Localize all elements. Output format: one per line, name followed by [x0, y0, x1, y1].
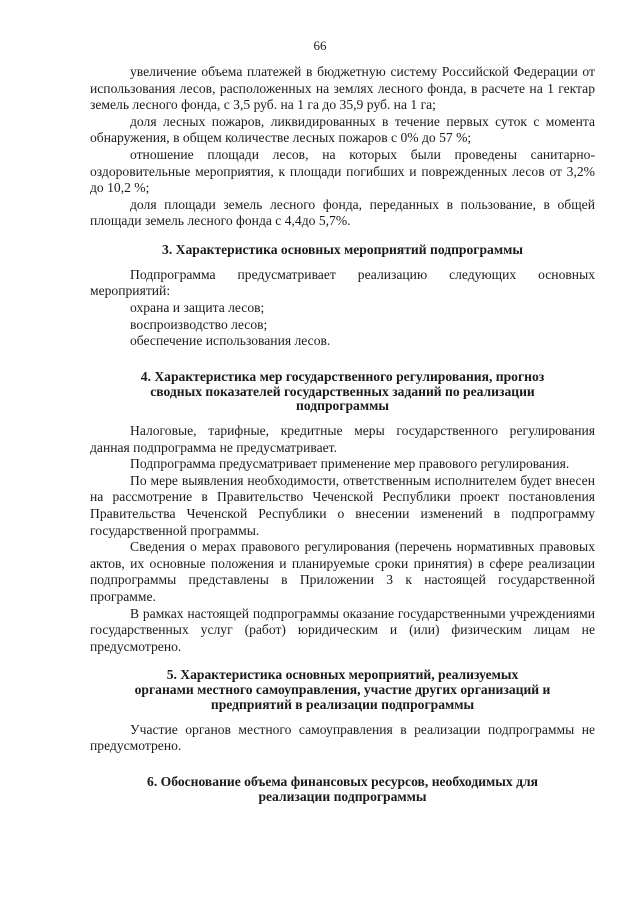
section-4-heading-line: сводных показателей государственных заданий по реализации: [150, 383, 535, 399]
section-3-intro: Подпрограмма предусматривает реализацию следующих основных мероприятий:: [90, 266, 595, 299]
section-6-heading: [90, 775, 595, 805]
section-4-paragraph: По мере выявления необходимости, ответственным исполнителем будет внесен на рассмотрение в Правительство Чеченской Республики проект постановления Правительства Чеченской Республики о внесении изменений в подпрограмму государственной программы.: [90, 472, 595, 538]
section-4-heading: [90, 370, 595, 414]
section-4-heading-line: подпрограммы: [296, 398, 389, 414]
section-4-paragraph: Подпрограмма предусматривает применение мер правового регулирования.: [130, 456, 570, 472]
section-5-paragraph: Участие органов местного самоуправления в реализации подпрограммы не предусмотрено.: [90, 721, 595, 754]
paragraph-fires-indicator: доля лесных пожаров, ликвидированных в течение первых суток с момента обнаружения, в общем количестве лесных пожаров с 0% до 57 %;: [90, 113, 595, 146]
section-6-heading-line: реализации подпрограммы: [258, 788, 427, 804]
section-5-heading: [90, 668, 595, 712]
section-4-paragraph: В рамках настоящей подпрограммы оказание государственными учреждениями государственных услуг (работ) юридическим и (или) физическим лицам не предусмотрено.: [90, 605, 595, 654]
document-body: [90, 64, 595, 805]
section-5-heading-line: предприятий в реализации подпрограммы: [210, 697, 475, 712]
section-5-heading-line: органами местного самоуправления, участие других организаций и: [134, 682, 551, 698]
section-6-heading-line: 6. Обоснование объема финансовых ресурсов, необходимых для: [147, 773, 538, 789]
paragraph-land-use-indicator: доля площади земель лесного фонда, переданных в пользование, в общей площади земель лесного фонда с 4,4до 5,7%.: [90, 196, 595, 229]
section-4-paragraph: Сведения о мерах правового регулирования (перечень нормативных правовых актов, их основные положения и планируемые сроки принятия) в сфере реализации подпрограммы представлены в Приложении 3 к настоящей государственной программе.: [90, 539, 595, 605]
page-number: 66: [313, 38, 327, 53]
section-4-heading-line: 4. Характеристика мер государственного регулирования, прогноз: [140, 368, 545, 384]
measure-list-item: охрана и защита лесов;: [130, 299, 265, 315]
paragraph-sanitary-indicator: отношение площади лесов, на которых были проведены санитарно-оздоровительные мероприятия, к площади погибших и поврежденных лесов от 3,2% до 10,2 %;: [90, 146, 595, 196]
section-3-heading: 3. Характеристика основных мероприятий подпрограммы: [162, 241, 523, 257]
measure-list-item: воспроизводство лесов;: [130, 316, 268, 332]
paragraph-payments-indicator: увеличение объема платежей в бюджетную систему Российской Федерации от использования лесов, расположенных на землях лесного фонда, в расчете на 1 гектар земель лесного фонда, с 3,5 руб. на 1 га до 35,9 руб. на 1 га;: [90, 64, 595, 113]
section-4-paragraph: Налоговые, тарифные, кредитные меры государственного регулирования данная подпрограмма не предусматривает.: [90, 423, 595, 455]
section-5-heading-line: 5. Характеристика основных мероприятий, реализуемых: [166, 667, 519, 683]
measure-list-item: обеспечение использования лесов.: [130, 333, 331, 349]
